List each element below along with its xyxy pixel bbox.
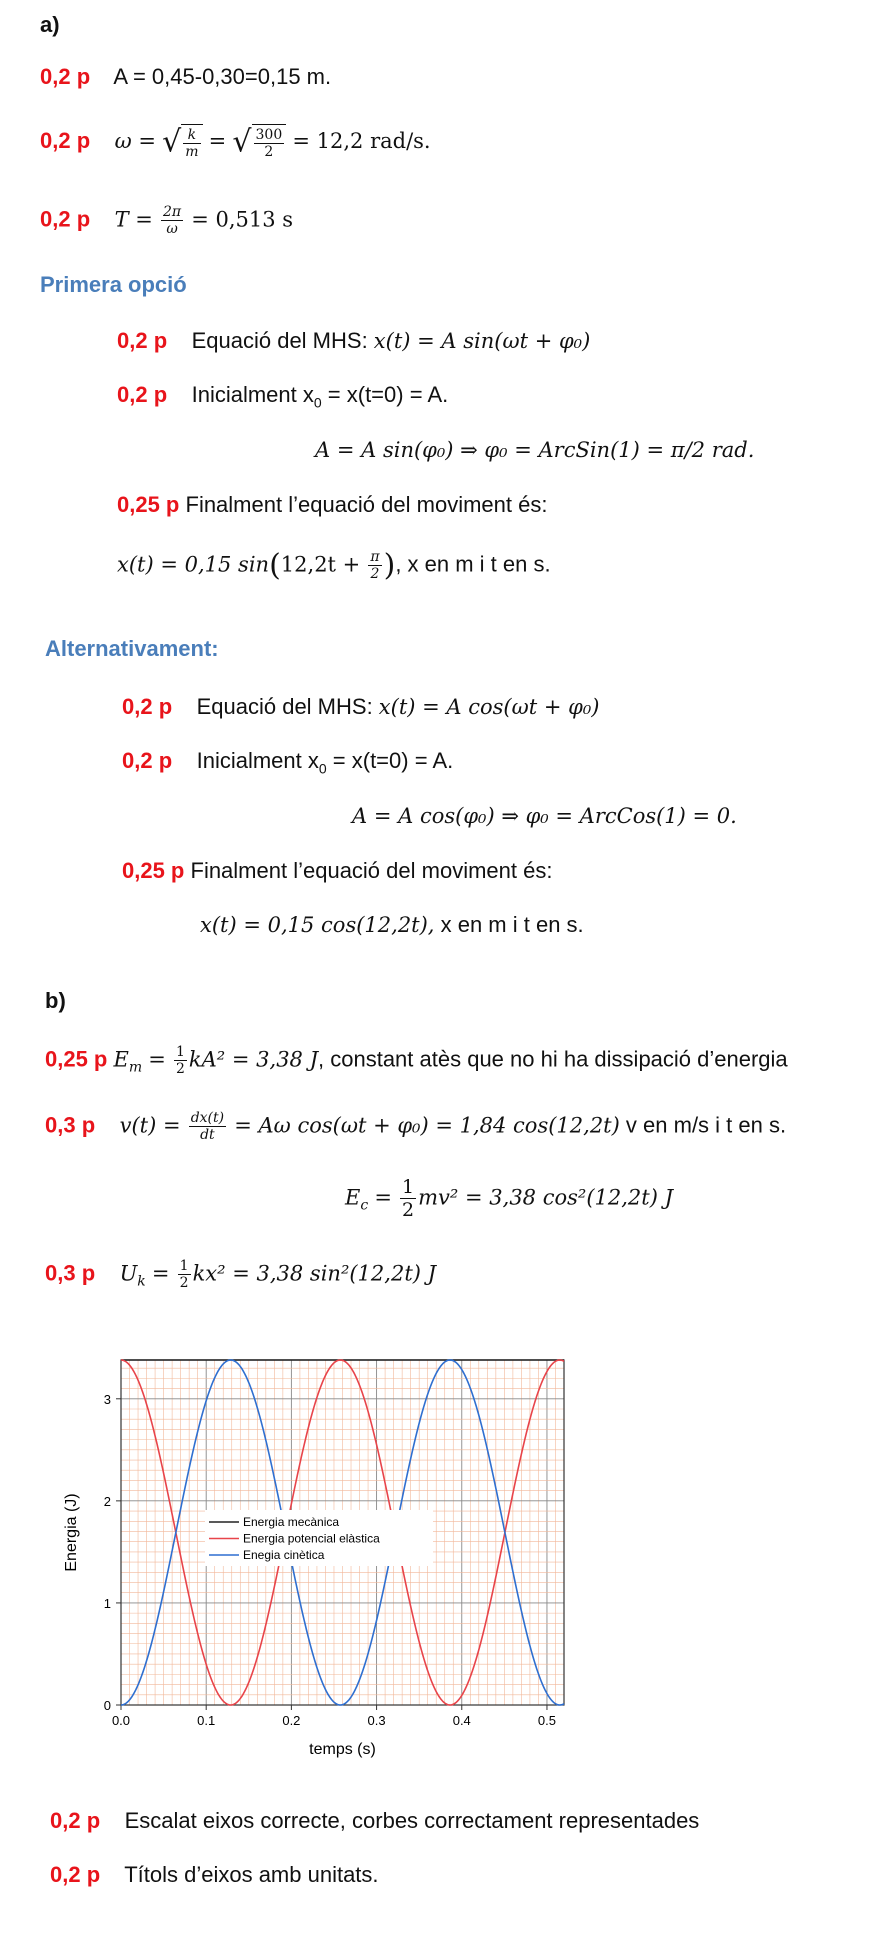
alt-initial bbox=[122, 748, 453, 776]
uk-sub: k bbox=[137, 1273, 146, 1290]
y-axis-label: Energia (J) bbox=[63, 1493, 80, 1572]
initial-text-b: = x(t=0) = A. bbox=[326, 748, 454, 773]
part-b-label: b) bbox=[45, 988, 66, 1013]
frac-den: 2 bbox=[370, 566, 380, 582]
ec-rhs: mv² = 3,38 cos²(12,2t) J bbox=[418, 1185, 673, 1210]
period-lhs: T = bbox=[114, 207, 153, 232]
frac-den: ω bbox=[166, 221, 178, 237]
eq-text: Equació del MHS: bbox=[191, 328, 374, 353]
initial-sub: 0 bbox=[318, 760, 327, 777]
b-kinetic-energy bbox=[345, 1176, 673, 1221]
motion-inner: 12,2t + bbox=[280, 552, 361, 577]
em-rhs: kA² = 3,38 J bbox=[188, 1047, 319, 1072]
points-label: 0,2 p bbox=[40, 206, 91, 232]
eq-math: x(t) = A sin(ωt + φ₀) bbox=[373, 329, 591, 353]
b-velocity bbox=[45, 1110, 786, 1143]
v-lhs: v(t) = bbox=[119, 1113, 181, 1138]
sqrt-300-2: √ $\frac{300}{2}$ bbox=[232, 124, 286, 160]
b-potential-energy bbox=[45, 1258, 436, 1291]
a-line-amplitude bbox=[40, 64, 331, 90]
a-line-omega bbox=[40, 124, 431, 160]
alt-motion-eq bbox=[200, 912, 584, 938]
points-label: 0,2 p bbox=[50, 1808, 101, 1833]
v-text: v en m/s i t en s. bbox=[619, 1112, 787, 1138]
em-lhs: E bbox=[113, 1047, 129, 1072]
frac-num: 1 bbox=[175, 1044, 185, 1060]
first-eq-mhs bbox=[117, 328, 590, 354]
em-sub: m bbox=[128, 1059, 143, 1076]
energy-chart bbox=[60, 1346, 580, 1766]
x-tick-label: 0.3 bbox=[367, 1713, 386, 1728]
sqrt-k-m: √ $\frac{k}{m}$ bbox=[162, 124, 202, 160]
alt-phase-eq: A = A cos(φ₀) ⇒ φ₀ = ArcCos(1) = 0. bbox=[352, 804, 737, 828]
final-text: Finalment l’equació del moviment és: bbox=[185, 492, 548, 517]
b-mech-energy bbox=[45, 1044, 788, 1077]
part-a-label: a) bbox=[40, 12, 60, 37]
frac-den: dt bbox=[200, 1127, 215, 1143]
frac-num: k bbox=[183, 127, 200, 144]
eq-math: x(t) = A cos(ωt + φ₀) bbox=[378, 695, 600, 719]
ec-sub: c bbox=[360, 1197, 369, 1214]
legend-label: Energia mecànica bbox=[243, 1515, 340, 1529]
frac-num: π bbox=[370, 549, 380, 565]
omega-rhs: = 12,2 rad/s. bbox=[292, 128, 431, 153]
legend-label: Enegia cinètica bbox=[243, 1548, 325, 1562]
frac-den: 2 bbox=[175, 1061, 185, 1077]
points-label: 0,2 p bbox=[122, 748, 173, 773]
points-label: 0,25 p bbox=[122, 858, 185, 883]
omega-eq: = bbox=[208, 128, 227, 153]
x-axis-label: temps (s) bbox=[309, 1741, 376, 1758]
points-label: 0,2 p bbox=[122, 694, 173, 719]
motion-units: , x en m i t en s. bbox=[395, 551, 551, 577]
motion-math: x(t) = 0,15 sin bbox=[117, 552, 270, 577]
first-option-heading: Primera opció bbox=[40, 272, 187, 297]
frac-num: dx(t) bbox=[190, 1110, 225, 1126]
initial-text-a: Inicialment x bbox=[191, 382, 314, 407]
legend-label: Energia potencial elàstica bbox=[243, 1531, 380, 1546]
frac-den: 2 bbox=[402, 1199, 415, 1221]
chart-legend bbox=[205, 1510, 433, 1566]
x-tick-label: 0.2 bbox=[282, 1713, 301, 1728]
initial-sub: 0 bbox=[313, 394, 322, 411]
points-label: 0,2 p bbox=[117, 382, 168, 407]
motion-units: x en m i t en s. bbox=[434, 912, 584, 937]
points-label: 0,25 p bbox=[45, 1046, 108, 1072]
frac-num: 300 bbox=[255, 127, 283, 143]
first-final bbox=[117, 492, 547, 518]
omega-lhs: ω = bbox=[114, 128, 156, 153]
y-tick-label: 3 bbox=[103, 1391, 111, 1407]
amplitude-text: A = 0,45-0,30=0,15 m. bbox=[113, 64, 332, 89]
frac-num: 1 bbox=[402, 1176, 415, 1198]
first-motion-eq: x(t) = 0,15 sin(12,2t + $\frac{\pi}{2}$ ), x en m i t en s. bbox=[117, 548, 551, 583]
first-initial bbox=[117, 382, 448, 410]
criterion-1 bbox=[50, 1808, 699, 1834]
uk-eq: = bbox=[151, 1261, 170, 1286]
points-label: 0,3 p bbox=[45, 1112, 96, 1138]
em-text: , constant atès que no hi ha dissipació d’energia bbox=[318, 1046, 788, 1072]
ec-eq: = bbox=[374, 1185, 392, 1210]
points-label: 0,25 p bbox=[117, 492, 180, 517]
frac-num: 2π bbox=[163, 204, 182, 220]
frac-den: 2 bbox=[179, 1275, 189, 1291]
em-eq: = bbox=[148, 1047, 166, 1072]
frac-num: 1 bbox=[179, 1258, 189, 1274]
first-phase-eq: A = A sin(φ₀) ⇒ φ₀ = ArcSin(1) = π/2 rad. bbox=[315, 438, 755, 462]
y-tick-label: 2 bbox=[103, 1493, 111, 1509]
motion-math: x(t) = 0,15 cos(12,2t), bbox=[200, 913, 435, 937]
x-tick-label: 0.0 bbox=[111, 1713, 131, 1728]
final-text: Finalment l’equació del moviment és: bbox=[190, 858, 553, 883]
ec-lhs: E bbox=[345, 1185, 361, 1210]
x-tick-label: 0.1 bbox=[197, 1713, 216, 1728]
y-tick-label: 0 bbox=[103, 1698, 111, 1713]
alt-eq-mhs bbox=[122, 694, 599, 720]
period-rhs: = 0,513 s bbox=[191, 207, 294, 232]
points-label: 0,2 p bbox=[40, 64, 91, 89]
v-rhs: = Aω cos(ωt + φ₀) = 1,84 cos(12,2t) bbox=[234, 1113, 620, 1138]
uk-lhs: U bbox=[119, 1261, 138, 1286]
a-line-period bbox=[40, 204, 293, 237]
alternative-heading: Alternativament: bbox=[45, 636, 219, 661]
x-tick-label: 0.5 bbox=[537, 1713, 557, 1728]
initial-text-a: Inicialment x bbox=[196, 748, 319, 773]
uk-rhs: kx² = 3,38 sin²(12,2t) J bbox=[192, 1261, 437, 1286]
points-label: 0,2 p bbox=[50, 1862, 101, 1887]
points-label: 0,3 p bbox=[45, 1260, 96, 1286]
criterion-2 bbox=[50, 1862, 379, 1888]
criterion-text: Títols d’eixos amb unitats. bbox=[124, 1862, 379, 1887]
x-tick-label: 0.4 bbox=[452, 1713, 471, 1728]
y-tick-label: 1 bbox=[103, 1595, 111, 1611]
eq-text: Equació del MHS: bbox=[196, 694, 379, 719]
points-label: 0,2 p bbox=[40, 127, 91, 153]
initial-text-b: = x(t=0) = A. bbox=[321, 382, 449, 407]
criterion-text: Escalat eixos correcte, corbes correctament representades bbox=[124, 1808, 700, 1833]
frac-den: m bbox=[185, 144, 199, 160]
frac-den: 2 bbox=[264, 144, 274, 160]
points-label: 0,2 p bbox=[117, 328, 168, 353]
alt-final bbox=[122, 858, 552, 884]
